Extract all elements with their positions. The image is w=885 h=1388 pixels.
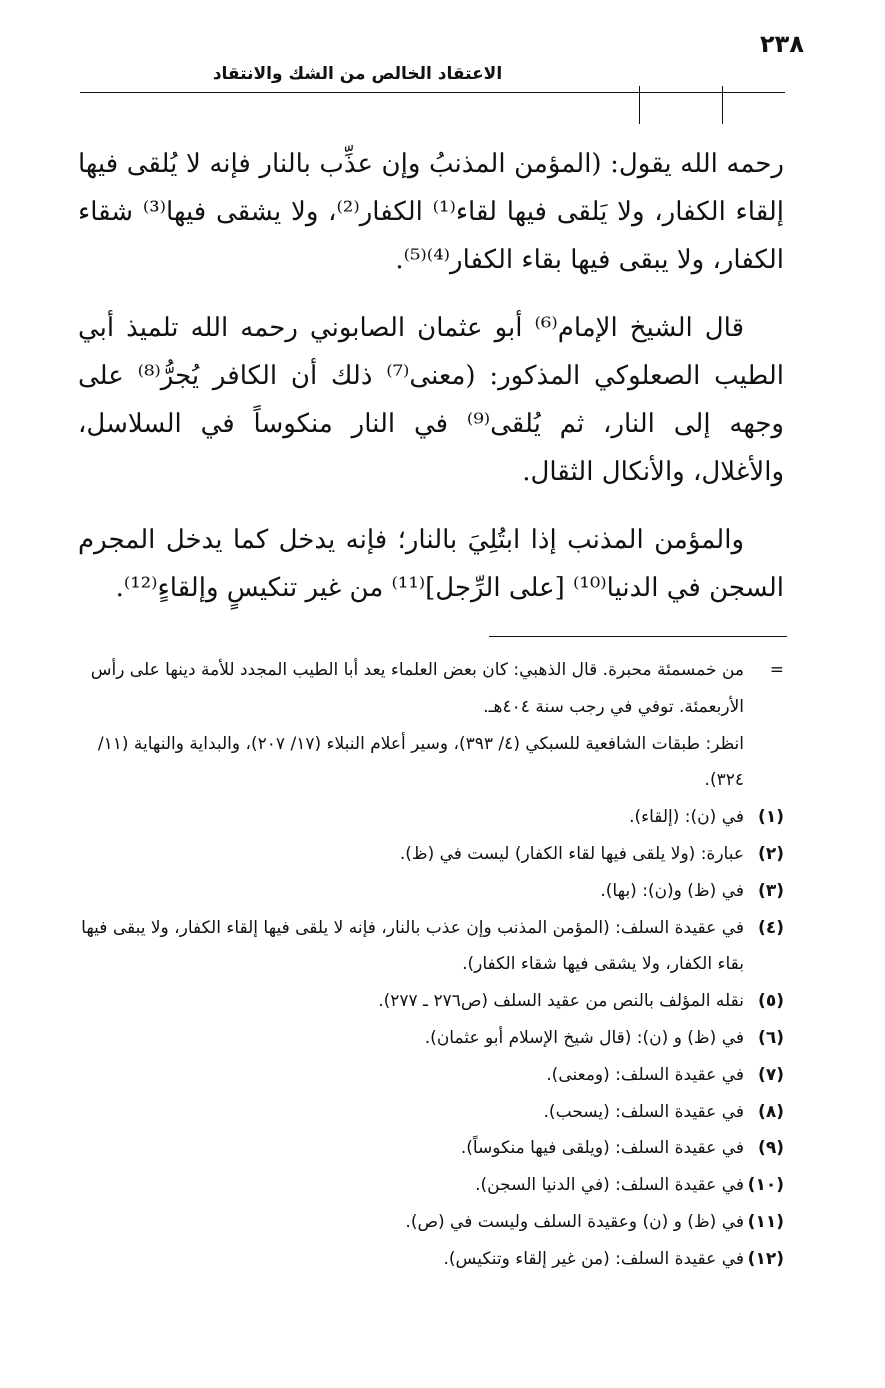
footnote-item: (١٠) في عقيدة السلف: (في الدنيا السجن). <box>475 1175 784 1196</box>
continuation-text-2: انظر: طبقات الشافعية للسبكي (٤/ ٣٩٣)، وسير أعلام النبلاء (١٧/ ٢٠٧)، والبداية والنهاية (١١/ ٣٢٤). <box>97 733 744 791</box>
continuation-mark: = <box>769 660 784 680</box>
page-header <box>80 62 785 122</box>
footnote-item: (٧) في عقيدة السلف: (ومعنى). <box>546 1064 784 1085</box>
running-title: الاعتقاد الخالص من الشك والانتقاد <box>212 64 503 84</box>
main-text <box>78 140 784 612</box>
footnote-item: (٨) في عقيدة السلف: (يسحب). <box>543 1101 784 1122</box>
page-number-frame <box>639 86 723 124</box>
footnote-item: (٦) في (ظ) و (ن): (قال شيخ الإسلام أبو عثمان). <box>424 1027 784 1048</box>
paragraph-1: رحمه الله يقول: (المؤمن المذنبُ وإن عذِّب بالنار فإنه لا يُلقى فيها إلقاء الكفار، ولا يَلقى فيها لقاء⁽¹⁾ الكفار⁽²⁾، ولا يشقى فيها⁽³⁾ شقاء الكفار، ولا يبقى فيها بقاء الكفار⁽⁴⁾⁽⁵⁾. <box>78 149 784 275</box>
paragraph-2: قال الشيخ الإمام⁽⁶⁾ أبو عثمان الصابوني رحمه الله تلميذ أبي الطيب الصعلوكي المذكور: (معنى⁽⁷⁾ ذلك أن الكافر يُجرُّ⁽⁸⁾ على وجهه إلى النار، ثم يُلقى⁽⁹⁾ في النار منكوساً في السلاسل، والأغلال، والأنكال الثقال. <box>78 313 785 487</box>
continuation-text: من خمسمئة محبرة. قال الذهبي: كان بعض العلماء يعد أبا الطيب المجدد للأمة دينها على رأس الأربعمئة. توفي في رجب سنة ٤٠٤هـ. <box>90 660 744 717</box>
footnotes <box>78 652 784 1278</box>
footnote-item: (٩) في عقيدة السلف: (ويلقى فيها منكوساً). <box>460 1138 784 1159</box>
footnote-continuation-2 <box>78 726 784 800</box>
paragraph-3: والمؤمن المذنب إذا ابتُلِيَ بالنار؛ فإنه يدخل كما يدخل المجرم السجن في الدنيا⁽¹⁰⁾ [على الرِّجل]⁽¹¹⁾ من غير تنكيسٍ وإلقاءٍ⁽¹²⁾. <box>78 525 784 603</box>
page-number: ٢٣٨ <box>760 30 804 58</box>
footnote-item: (٢) عبارة: (ولا يلقى فيها لقاء الكفار) ليست في (ظ). <box>399 843 784 864</box>
footnote-separator <box>489 636 787 637</box>
footnote-continuation <box>78 652 784 726</box>
footnote-item: (٥) نقله المؤلف بالنص من عقيد السلف (ص٢٧٦ ـ ٢٧٧). <box>378 991 784 1012</box>
footnote-item: (١١) في (ظ) و (ن) وعقيدة السلف وليست في (ص). <box>405 1211 784 1232</box>
footnote-item: (١٢) في عقيدة السلف: (من غير إلقاء وتنكيس). <box>443 1248 784 1269</box>
footnote-item: (١) في (ن): (إلقاء). <box>629 807 784 828</box>
footnote-item: (٤) في عقيدة السلف: (المؤمن المذنب وإن عذب بالنار، فإنه لا يلقى فيها إلقاء الكفار، ولا يبقى فيها بقاء الكفار، ولا يشقى فيها شقاء الكفار). <box>81 917 784 975</box>
footnote-item: (٣) في (ظ) و(ن): (بها). <box>600 880 784 901</box>
